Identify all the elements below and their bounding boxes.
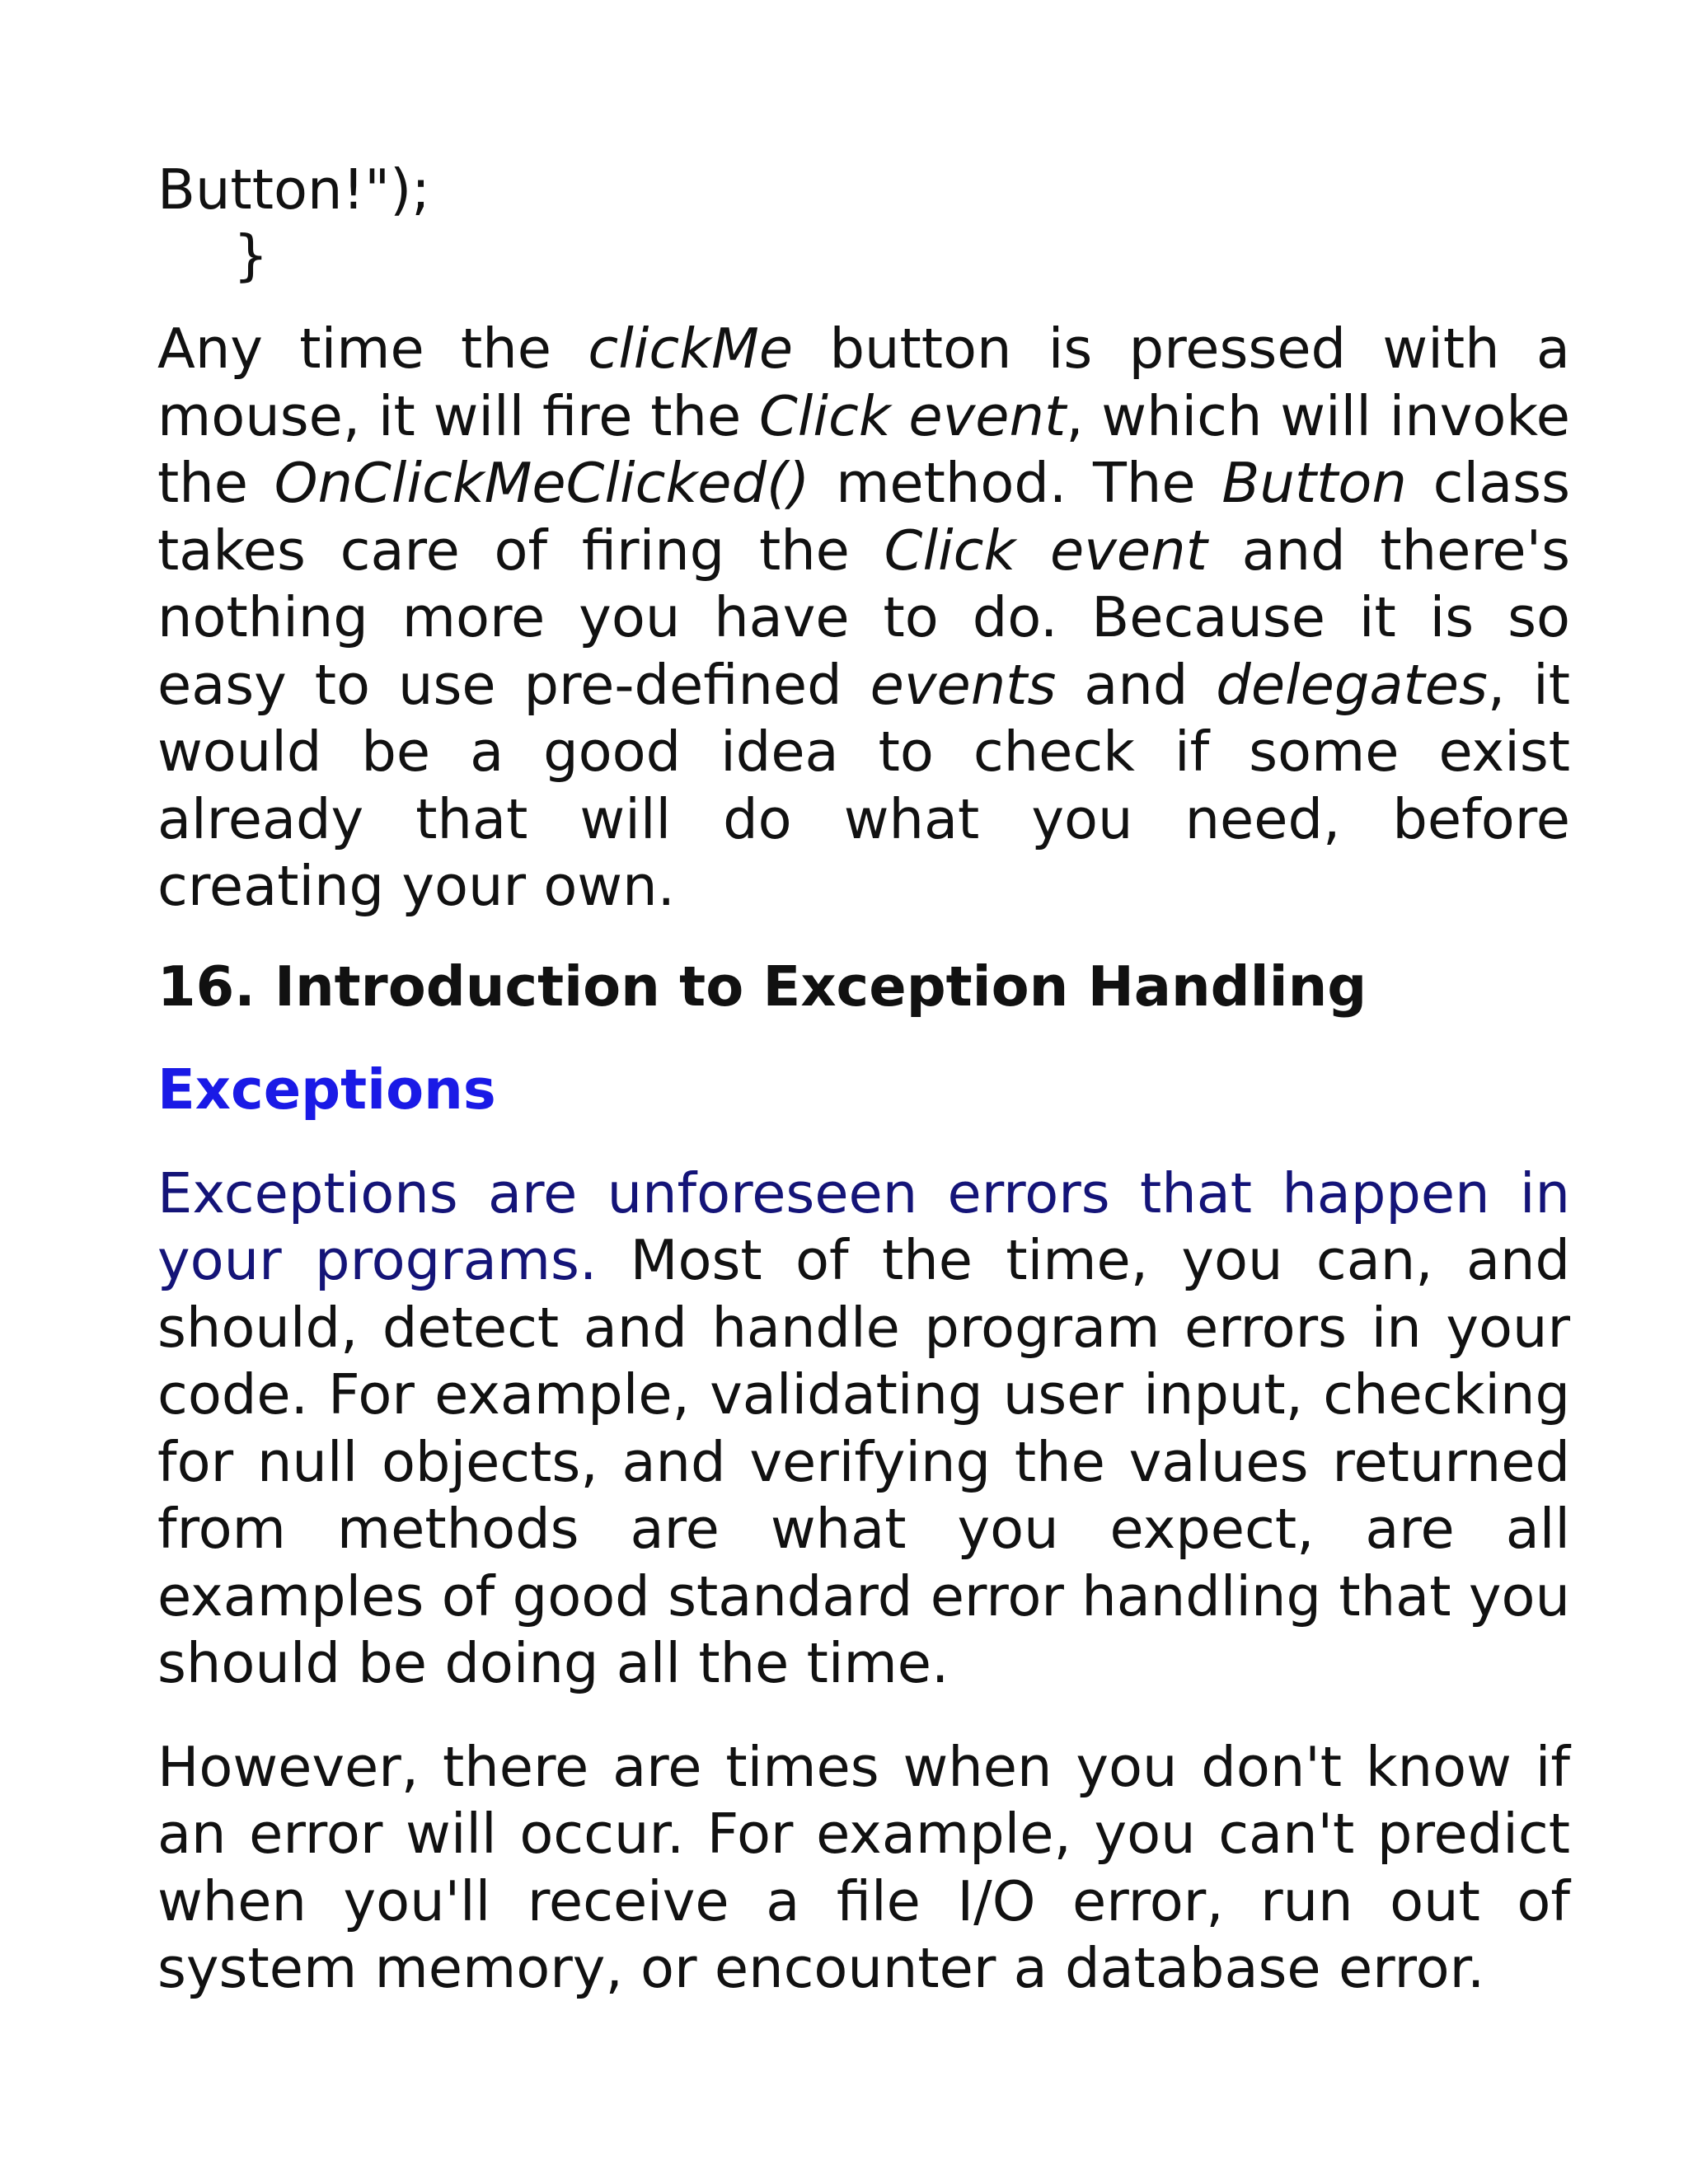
text-run: However, there are times when you don't know if an error will occur. For example, you can't predict when you'll receive a file I/O error, run out of system memory, or encounter a database error. xyxy=(157,1734,1570,2000)
italic-term: Click event xyxy=(758,383,1067,448)
code-line: Button!"); xyxy=(157,157,430,222)
code-closing-brace: } xyxy=(233,223,269,288)
code-snippet xyxy=(157,157,1570,288)
italic-term: clickMe xyxy=(588,316,794,381)
paragraph-click-event xyxy=(157,316,1570,921)
text-run: and xyxy=(1056,652,1217,717)
italic-term: delegates xyxy=(1216,652,1488,717)
text-run: button is pressed with a mouse, it will fire the xyxy=(157,316,1570,448)
text-run: class takes care of firing the xyxy=(157,451,1570,583)
lead-sentence: Exceptions are unforeseen errors that happen in your programs. xyxy=(157,1160,1570,1292)
text-run: , it would be a good idea to check if some exist already that will do what you need, before creating your own. xyxy=(157,652,1570,918)
text-run: and there's nothing more you have to do. Because it is so easy to use pre-defined xyxy=(157,518,1570,717)
italic-term: events xyxy=(870,652,1057,717)
text-run: method. The xyxy=(809,451,1222,515)
italic-term: Button xyxy=(1221,451,1407,515)
paragraph-unknown-errors xyxy=(157,1734,1570,2003)
italic-term: Click event xyxy=(884,518,1207,583)
section-title: Exceptions xyxy=(157,1057,496,1122)
text-run: Most of the time, you can, and should, detect and handle program errors in your code. For example, validating user input, checking for null objects, and verifying the values returned from methods are what you expect, are all examples of good standard error handling that you should be doing all the time. xyxy=(157,1228,1570,1695)
text-run: Any time the xyxy=(157,316,588,381)
chapter-title: 16. Introduction to Exception Handling xyxy=(157,954,1367,1019)
paragraph-exceptions-intro xyxy=(157,1160,1570,1698)
italic-term: OnClickMeClicked() xyxy=(274,451,810,515)
text-run: , which will invoke the xyxy=(157,383,1570,515)
document-page xyxy=(157,157,1570,2003)
